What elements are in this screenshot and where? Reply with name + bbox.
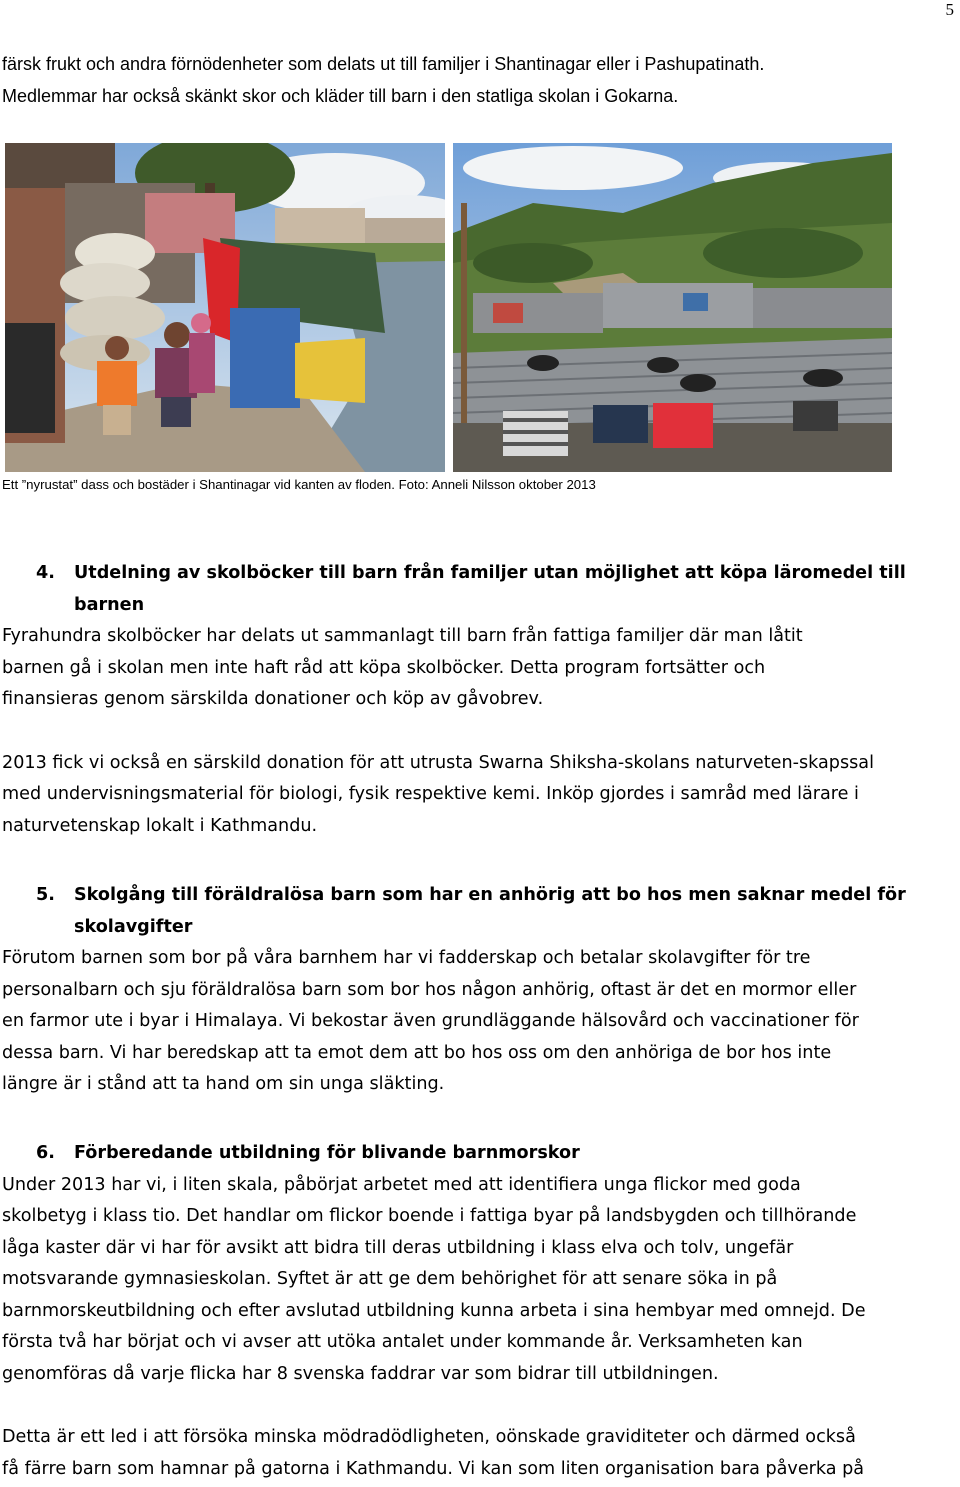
intro-line: färsk frukt och andra förnödenheter som delats ut till familjer i Shantinagar eller i Pashupatinath. xyxy=(2,54,765,74)
paragraph-line: dessa barn. Vi har beredskap att ta emot dem att bo hos oss om den anhöriga de bor hos inte xyxy=(2,1042,832,1063)
paragraph-line: personalbarn och sju föräldralösa barn som bor hos någon anhörig, oftast är det en mormor eller xyxy=(2,979,857,1000)
heading-line: barnen xyxy=(74,594,145,615)
paragraph-line: längre är i stånd att ta hand om sin unga släkting. xyxy=(2,1074,445,1094)
paragraph-line: Förutom barnen som bor på våra barnhem har vi fadderskap och betalar skolavgifter för tre xyxy=(2,948,811,968)
heading-line: Utdelning av skolböcker till barn från familjer utan möjlighet att köpa läromedel till xyxy=(74,563,906,583)
section-number: 5. xyxy=(36,885,55,905)
section-heading xyxy=(2,880,958,943)
section-6 xyxy=(2,1138,958,1485)
section-number: 4. xyxy=(36,563,55,583)
section-4 xyxy=(2,558,958,842)
paragraph-line: en farmor ute i byar i Himalaya. Vi bekostar även grundläggande hälsovård och vaccinationer för xyxy=(2,1011,859,1031)
intro-text xyxy=(2,48,957,112)
section-number: 6. xyxy=(36,1143,55,1163)
paragraph-line: 2013 fick vi också en särskild donation för att utrusta Swarna Shiksha-skolans naturveten-skapssal xyxy=(2,752,874,773)
paragraph-line: första två har börjat och vi avser att utöka antalet under kommande år. Verksamheten kan xyxy=(2,1332,803,1352)
section-heading xyxy=(2,1138,958,1170)
paragraph-line: barnen gå i skolan men inte haft råd att köpa skolböcker. Detta program fortsätter och xyxy=(2,657,766,678)
heading-line: Förberedande utbildning för blivande barnmorskor xyxy=(74,1143,580,1163)
page-number: 5 xyxy=(945,0,954,19)
photo-caption: Ett ”nyrustat” dass och bostäder i Shantinagar vid kanten av floden. Foto: Anneli Nilsson oktober 2013 xyxy=(2,477,596,492)
heading-line: Skolgång till föräldralösa barn som har en anhörig att bo hos men saknar medel för xyxy=(74,885,906,905)
intro-line: Medlemmar har också skänkt skor och kläder till barn i den statliga skolan i Gokarna. xyxy=(2,86,679,106)
paragraph-line: Fyrahundra skolböcker har delats ut sammanlagt till barn från fattiga familjer där man låtit xyxy=(2,626,803,646)
paragraph-line: naturvetenskap lokalt i Kathmandu. xyxy=(2,815,318,836)
heading-line: skolavgifter xyxy=(74,916,193,937)
paragraph-line: få färre barn som hamnar på gatorna i Kathmandu. Vi kan som liten organisation bara påverka på xyxy=(2,1458,865,1479)
paragraph-line: låga kaster där vi har för avsikt att bidra till deras utbildning i klass elva och tolv, ungefär xyxy=(2,1237,794,1258)
paragraph-line: skolbetyg i klass tio. Det handlar om flickor boende i fattiga byar på landsbygden och tillhörande xyxy=(2,1206,857,1226)
section-heading xyxy=(2,558,958,621)
paragraph-line: motsvarande gymnasieskolan. Syftet är att ge dem behörighet för att senare söka in på xyxy=(2,1269,778,1289)
paragraph-line: Detta är ett led i att försöka minska mödradödligheten, oönskade graviditeter och därmed också xyxy=(2,1427,856,1447)
slum-rooftops-photo xyxy=(453,143,892,472)
paragraph-line: med undervisningsmaterial för biologi, fysik respektive kemi. Inköp gjordes i samråd med lärare i xyxy=(2,784,859,804)
paragraph-line: genomföras då varje flicka har 8 svenska faddrar var som bidrar till utbildningen. xyxy=(2,1363,719,1384)
paragraph-line: barnmorskeutbildning och efter avslutad utbildning kunna arbeta i sina hembyar med omnejd. De xyxy=(2,1300,866,1321)
section-5 xyxy=(2,880,958,1101)
children-by-shelter-photo xyxy=(5,143,445,472)
paragraph-line: Under 2013 har vi, i liten skala, påbörjat arbetet med att identifiera unga flickor med goda xyxy=(2,1174,801,1195)
paragraph-line: finansieras genom särskilda donationer och köp av gåvobrev. xyxy=(2,689,544,709)
